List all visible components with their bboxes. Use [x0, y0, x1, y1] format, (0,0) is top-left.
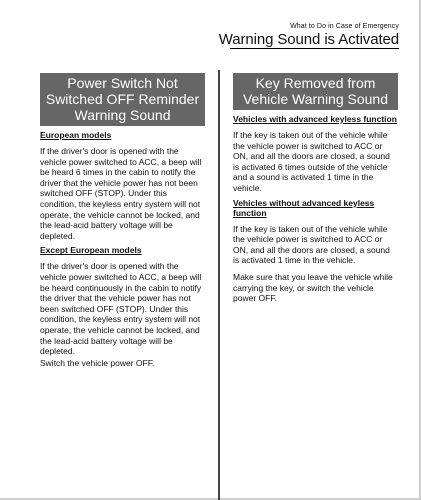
left-column: [40, 73, 205, 368]
page-title: Warning Sound is Activated: [218, 31, 399, 48]
header-rule: [230, 48, 399, 49]
column-divider: [218, 70, 220, 500]
leave-vehicle-note: Make sure that you leave the vehicle while carrying the key, or switch the vehicle power OFF.: [233, 271, 393, 304]
except-european-text: If the driver's door is opened with the vehicle power switched to ACC, a beep will be heard continuously in the cabin to notify the driver that the vehicle power has not been switched OFF (STOP). Under this condition, the keyless entry system will not operate, the vehicle cannot be locked, and the lead-acid battery voltage will be depleted.: [40, 261, 202, 357]
right-column: [233, 73, 398, 304]
european-models-label: European models: [40, 130, 112, 140]
page-header: [219, 22, 399, 48]
section-name: What to Do in Case of Emergency: [290, 23, 399, 30]
without-keyless-label: Vehicles without advanced keyless function: [233, 197, 375, 218]
switch-off-instruction: Switch the vehicle power OFF.: [40, 357, 155, 368]
with-keyless-label: Vehicles with advanced keyless function: [233, 114, 397, 124]
with-keyless-text: If the key is taken out of the vehicle while the vehicle power is switched to ACC or ON, and all the doors are closed, a sound is activated 6 times outside of the vehicle and a sound is activated 1 time in the vehicle.: [233, 130, 390, 193]
left-section-heading: Power Switch Not Switched OFF Reminder Warning Sound: [40, 73, 205, 126]
without-keyless-text: If the key is taken out of the vehicle while the vehicle power is switched to ACC or ON, and all the doors are closed, a sound is activated 1 time in the vehicle.: [233, 223, 390, 266]
right-section-heading: Key Removed from Vehicle Warning Sound: [233, 73, 398, 110]
except-european-label: Except European models: [40, 245, 142, 256]
european-models-text: If the driver's door is opened with the vehicle power switched to ACC, a beep will be heard 6 times in the cabin to notify the driver that the vehicle power has not been switched OFF (STOP). Under this condition, the keyless entry system will not operate, the vehicle cannot be locked, and the lead-acid battery voltage will be depleted.: [40, 146, 202, 241]
